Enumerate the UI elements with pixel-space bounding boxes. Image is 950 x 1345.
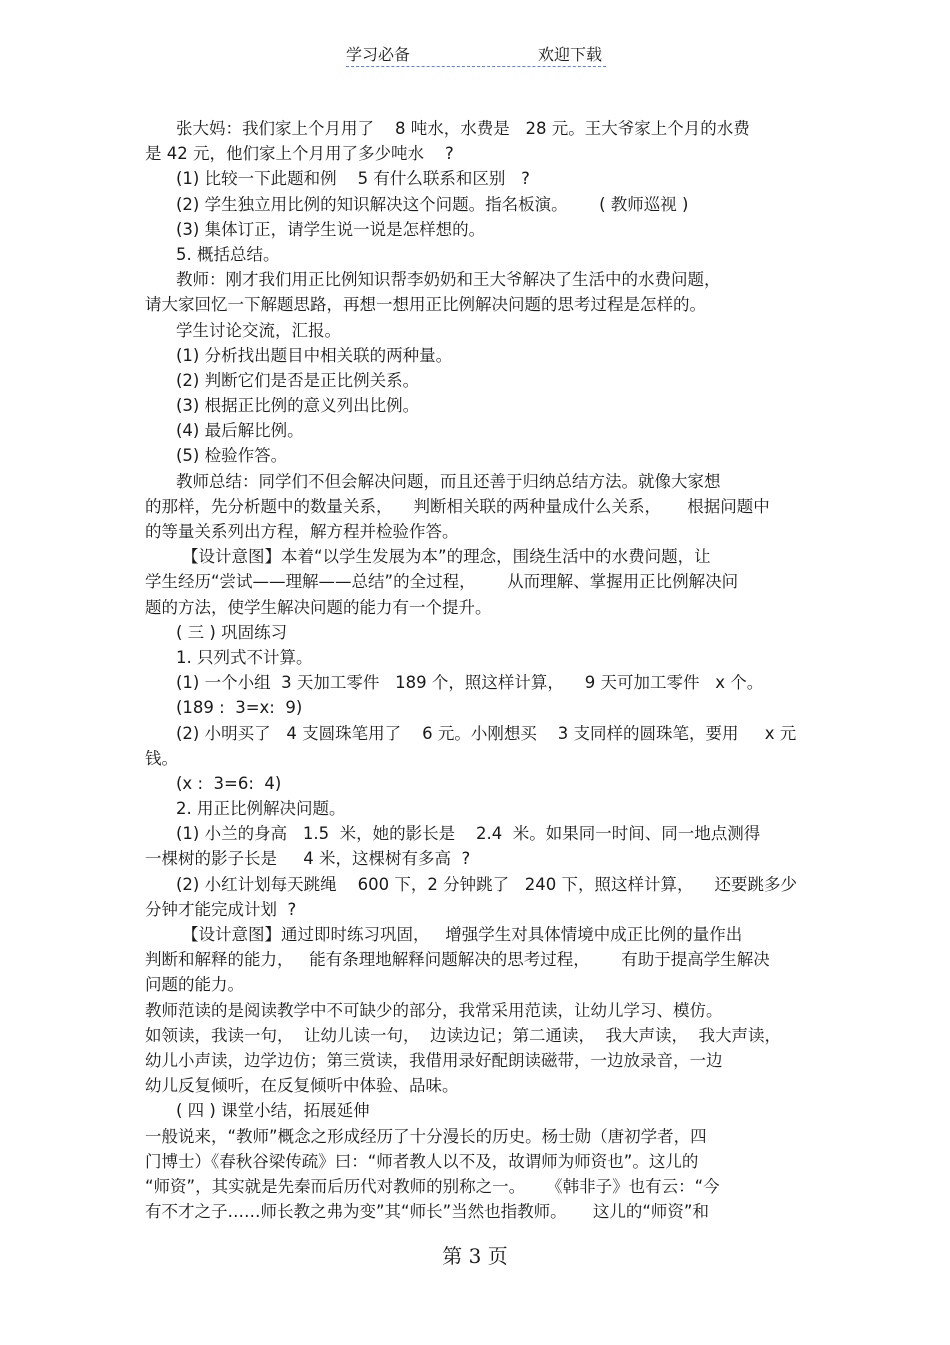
text-line: 教师：刚才我们用正比例知识帮李奶奶和王大爷解决了生活中的水费问题， [176, 270, 721, 290]
text-line: 教师总结：同学们不但会解决问题，而且还善于归纳总结方法。就像大家想 [176, 471, 721, 491]
text-line: 【设计意图】本着“以学生发展为本”的理念，围绕生活中的水费问题，让 [182, 547, 711, 567]
text-line: 有不才之子……师长教之弗为变”其“师长”当然也指教师。 这儿的“师资”和 [145, 1202, 709, 1222]
header-left-text: 学习必备 [346, 45, 411, 64]
page-number: 第 3 页 [442, 1244, 508, 1268]
text-line: 一般说来，“教师”概念之形成经历了十分漫长的历史。杨士勋（唐初学者，四 [145, 1126, 707, 1146]
text-line: “师资”，其实就是先秦而后历代对教师的别称之一。 《韩非子》也有云：“今 [145, 1176, 720, 1196]
text-line: 1. 只列式不计算。 [176, 647, 313, 667]
text-line: 是 42 元，他们家上个月用了多少吨水 ? [145, 144, 454, 164]
text-line: 幼儿小声读，边学边仿；第三赏读，我借用录好配朗读磁带，一边放录音，一边 [145, 1050, 723, 1070]
text-line: 的那样，先分析题中的数量关系， 判断相关联的两种量成什么关系， 根据问题中 [145, 496, 770, 516]
text-line: (5) 检验作答。 [176, 446, 288, 466]
text-line: (3) 集体订正，请学生说一说是怎样想的。 [176, 219, 486, 239]
text-line: 问题的能力。 [145, 975, 244, 995]
text-line: (2) 小明买了 4 支圆珠笔用了 6 元。小刚想买 3 支同样的圆珠笔，要用 x 元 [176, 723, 797, 743]
text-line: (3) 根据正比例的意义列出比例。 [176, 396, 420, 416]
page-header [346, 40, 606, 67]
text-line: 2. 用正比例解决问题。 [176, 799, 346, 819]
text-line: 分钟才能完成计划 ? [145, 899, 297, 919]
text-line: 请大家回忆一下解题思路，再想一想用正比例解决问题的思考过程是怎样的。 [145, 295, 706, 315]
text-line: (1) 分析找出题目中相关联的两种量。 [176, 345, 453, 365]
text-line: (189 : 3=x: 9) [176, 698, 303, 718]
text-line: 【设计意图】通过即时练习巩固， 增强学生对具体情境中成正比例的量作出 [182, 925, 743, 944]
text-line: (2) 小红计划每天跳绳 600 下，2 分钟跳了 240 下，照这样计算， 还要跳多少 [176, 874, 798, 894]
text-line: 题的方法，使学生解决问题的能力有一个提升。 [145, 597, 492, 617]
text-line: ( 三 ) 巩固练习 [176, 622, 288, 642]
text-line: 的等量关系列出方程，解方程并检验作答。 [145, 522, 459, 541]
text-line: ( 四 ) 课堂小结，拓展延伸 [176, 1101, 370, 1121]
text-line: 5. 概括总结。 [176, 244, 280, 264]
text-line: 教师范读的是阅读教学中不可缺少的部分，我常采用范读，让幼儿学习、模仿。 [145, 1000, 723, 1020]
header-right-text: 欢迎下载 [537, 45, 602, 64]
text-line: 钱。 [145, 748, 178, 768]
text-line: (2) 学生独立用比例的知识解决这个问题。指名板演。 ( 教师巡视 ) [176, 194, 689, 214]
text-line: 学生讨论交流，汇报。 [176, 320, 341, 340]
text-line: 一棵树的影子长是 4 米，这棵树有多高 ? [145, 849, 471, 869]
document-body [145, 116, 810, 1224]
text-line: (1) 比较一下此题和例 5 有什么联系和区别 ? [176, 169, 530, 189]
text-line: (1) 一个小组 3 天加工零件 189 个，照这样计算， 9 天可加工零件 x 个。 [176, 673, 764, 693]
text-line: (4) 最后解比例。 [176, 421, 304, 441]
text-line: (1) 小兰的身高 1.5 米，她的影长是 2.4 米。如果同一时间、同一地点测得 [176, 824, 761, 844]
text-line: 张大妈：我们家上个月用了 8 吨水，水费是 28 元。王大爷家上个月的水费 [176, 119, 750, 138]
text-line: 门博士）《春秋谷梁传疏》曰：“师者教人以不及，故谓师为师资也”。这儿的 [145, 1151, 699, 1171]
text-line: 学生经历“尝试——理解——总结”的全过程， 从而理解、掌握用正比例解决问 [145, 572, 739, 592]
text-line: 如领读，我读一句， 让幼儿读一句， 边读边记；第二通读， 我大声读， 我大声读， [145, 1025, 781, 1045]
text-line: (2) 判断它们是否是正比例关系。 [176, 370, 420, 390]
text-line: 幼儿反复倾听，在反复倾听中体验、品味。 [145, 1076, 459, 1096]
text-line: (x : 3=6: 4) [176, 773, 282, 793]
text-line: 判断和解释的能力， 能有条理地解释问题解决的思考过程， 有助于提高学生解决 [145, 950, 770, 970]
